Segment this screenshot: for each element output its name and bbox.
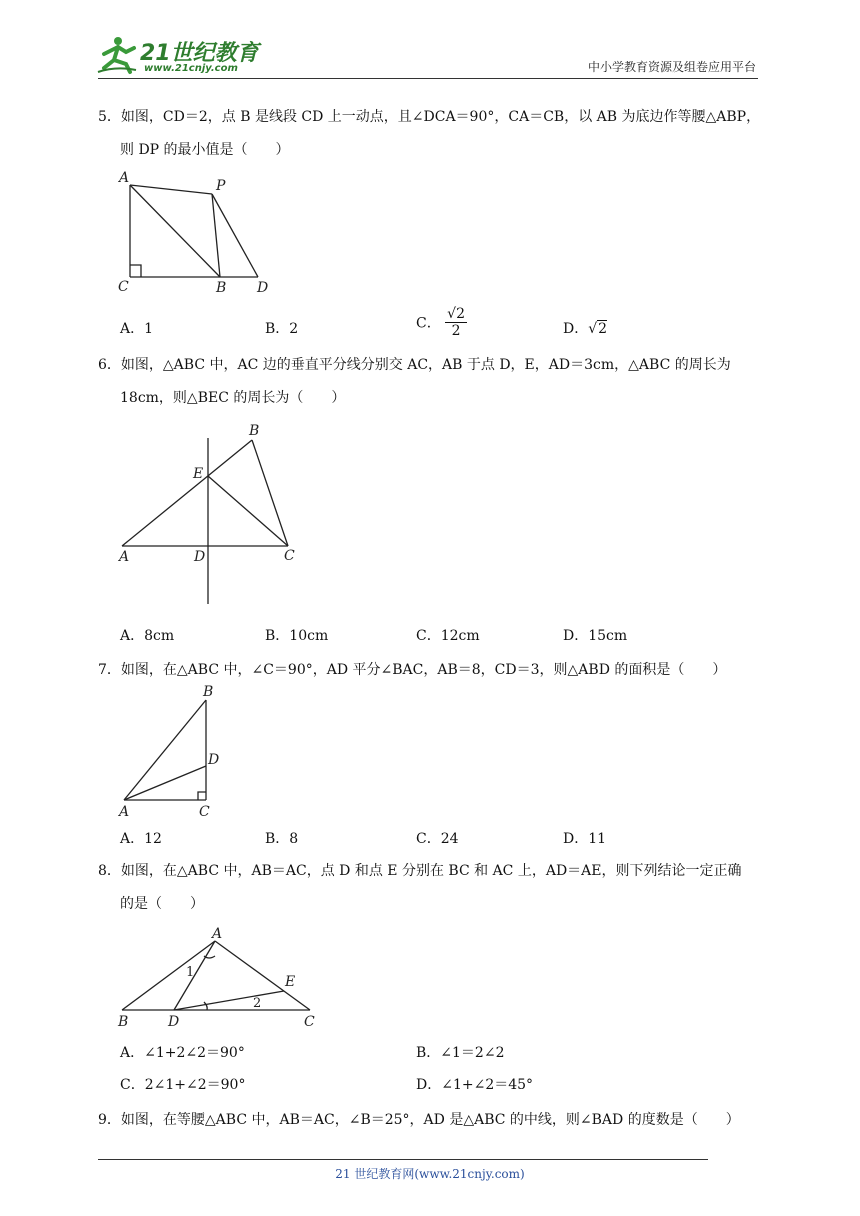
q5-option-d-prefix: D．: [563, 321, 589, 337]
q8-label-angle-2: 2: [253, 996, 262, 1011]
question-8-option-b[interactable]: B．∠1＝2∠2: [416, 1045, 505, 1061]
question-6-figure: [110, 418, 310, 608]
q8-label-d: D: [168, 1014, 180, 1030]
question-5-option-d[interactable]: [563, 318, 607, 338]
q6-label-b: B: [249, 423, 260, 439]
question-6-line-1: 6．如图，△ABC 中，AC 边的垂直平分线分别交 AC，AB 于点 D，E，AD＝3cm，△ABC 的周长为: [98, 357, 731, 373]
question-8-line-1: 8．如图，在△ABC 中，AB＝AC，点 D 和点 E 分别在 BC 和 AC 上，AD＝AE，则下列结论一定正确: [98, 863, 742, 879]
q7-label-c: C: [199, 804, 210, 820]
footer-text[interactable]: 21 世纪教育网(www.21cnjy.com): [335, 1167, 525, 1181]
q5-option-c-fraction: [445, 306, 467, 339]
sqrt-icon: √: [588, 321, 598, 337]
question-5-option-a[interactable]: A．1: [120, 321, 154, 337]
question-6-option-a[interactable]: A．8cm: [120, 628, 175, 644]
q5-label-c: C: [118, 279, 129, 295]
q5-option-c-numerator: √2: [447, 306, 465, 322]
logo: [96, 34, 266, 76]
question-5-figure: [110, 168, 280, 300]
header-divider: [98, 78, 758, 79]
q5-option-c-prefix: C．: [416, 315, 441, 332]
question-7-option-a[interactable]: A．12: [120, 831, 162, 847]
question-8-figure: [110, 922, 330, 1034]
question-6-option-c[interactable]: C．12cm: [416, 628, 480, 644]
q8-label-c: C: [304, 1014, 315, 1030]
question-6-option-d[interactable]: D．15cm: [563, 628, 628, 644]
question-5-line-2: 则 DP 的最小值是（ ）: [120, 142, 290, 158]
question-5-option-c[interactable]: [416, 306, 467, 339]
q6-label-a: A: [119, 549, 130, 565]
q8-label-e: E: [285, 974, 296, 990]
q6-label-e: E: [193, 466, 204, 482]
question-7-figure: [110, 680, 240, 822]
q5-label-b: B: [216, 280, 227, 296]
q5-label-d: D: [257, 280, 269, 296]
footer-divider: [98, 1159, 708, 1160]
question-7-line-1: 7．如图，在△ABC 中，∠C＝90°，AD 平分∠BAC，AB＝8，CD＝3，则△ABD 的面积是（ ）: [98, 662, 727, 678]
site-name: 中小学教育资源及组卷应用平台: [587, 60, 756, 74]
q7-label-b: B: [203, 684, 214, 700]
question-6-option-b[interactable]: B．10cm: [265, 628, 329, 644]
q5-label-a: A: [119, 170, 130, 186]
question-9-line-1: 9．如图，在等腰△ABC 中，AB＝AC，∠B＝25°，AD 是△ABC 的中线，则∠BAD 的度数是（ ）: [98, 1112, 740, 1128]
q6-label-c: C: [284, 548, 295, 564]
q5-label-p: P: [216, 178, 226, 194]
q6-label-d: D: [194, 549, 206, 565]
question-8-option-d[interactable]: D．∠1+∠2＝45°: [416, 1077, 534, 1093]
question-6-line-2: 18cm，则△BEC 的周长为（ ）: [120, 390, 346, 406]
logo-text: 21世纪教育: [140, 41, 259, 66]
q5-option-c-denominator: 2: [451, 323, 461, 339]
question-7-option-d[interactable]: D．11: [563, 831, 607, 847]
question-8-option-c[interactable]: C．2∠1+∠2＝90°: [120, 1077, 246, 1093]
q7-label-a: A: [119, 804, 130, 820]
question-8-option-a[interactable]: A．∠1+2∠2＝90°: [120, 1045, 245, 1061]
question-5-line-1: 5．如图，CD＝2，点 B 是线段 CD 上一动点，且∠DCA＝90°，CA＝CB，以 AB 为底边作等腰△ABP，: [98, 109, 761, 125]
question-5-option-b[interactable]: B．2: [265, 321, 299, 337]
question-8-line-2: 的是（ ）: [120, 896, 204, 912]
logo-url: www.21cnjy.com: [144, 63, 238, 74]
q7-label-d: D: [208, 752, 220, 768]
q8-label-b: B: [118, 1014, 129, 1030]
question-7-option-b[interactable]: B．8: [265, 831, 299, 847]
q5-option-d-radicand: 2: [598, 321, 608, 337]
q8-label-a: A: [212, 926, 223, 942]
q8-label-angle-1: 1: [186, 965, 195, 980]
question-7-option-c[interactable]: C．24: [416, 831, 459, 847]
